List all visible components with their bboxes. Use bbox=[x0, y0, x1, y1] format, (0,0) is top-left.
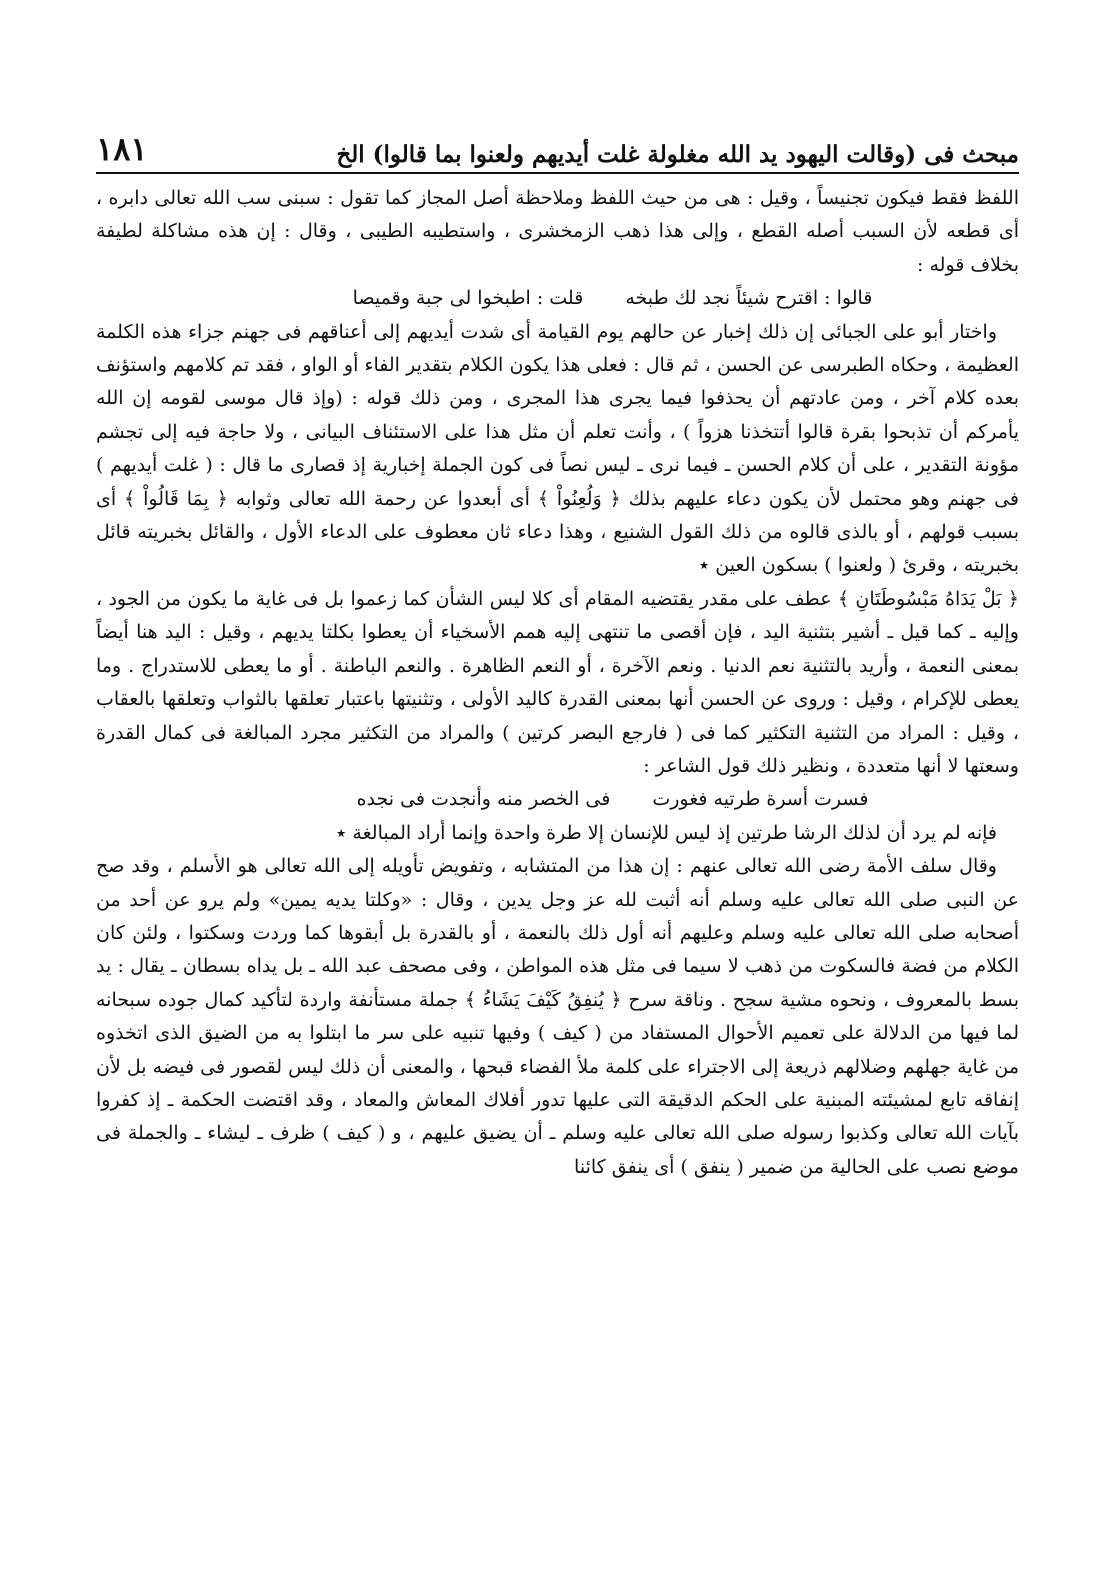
paragraph-1: اللفظ فقط فيكون تجنيساً ، وقيل : هى من حيث اللفظ وملاحظة أصل المجاز كما تقول : سبنى سب الله تعالى دابره ، أى قطعه لأن السبب أصله القطع ، وإلى هذا ذهب الزمخشرى ، واستطيبه الطيبى ، وقال : إن هذه مشاكلة لطيفة بخلاف قوله : bbox=[96, 187, 1019, 276]
verse-2-second-hemistich: فى الخصر منه وأنجدت فى نجده bbox=[356, 788, 611, 811]
verse-1-first-hemistich: قالوا : اقترح شيئاً نجد لك طبخه bbox=[625, 287, 873, 310]
page-header bbox=[96, 118, 1019, 174]
verse-1-second-hemistich: قلت : اطبخوا لى جبة وقميصا bbox=[352, 287, 584, 310]
running-title: مبحث فى (وقالت اليهود يد الله مغلولة غلت أيديهم ولعنوا بما قالوا) الخ bbox=[336, 141, 1019, 168]
verse-2-first-hemistich: فسرت أسرة طرتيه فغورت bbox=[652, 788, 869, 811]
paragraph-2: واختار أبو على الجبائى إن ذلك إخبار عن حالهم يوم القيامة أى شدت أيديهم إلى أعناقهم فى جهنم جزاء هذه الكلمة العظيمة ، وحكاه الطبرسى عن الحسن ، ثم قال : فعلى هذا يكون الكلام بتقدير الفاء أو الواو ، فقد تم كلامهم واستؤنف بعده كلام آخر ، ومن عادتهم أن يحذفوا فيما يجرى هذا المجرى ، ومن ذلك قوله : (وإذ قال موسى لقومه إن الله يأمركم أن تذبحوا بقرة قالوا أتتخذنا هزواً ) ، وأنت تعلم أن مثل هذا على الاستئناف البيانى ، ولا حاجة فيه إلى تجشم مؤونة التقدير ، على أن كلام الحسن ـ فيما نرى ـ ليس نصاً فى كون الجملة إخبارية إذ قصارى ما قال : ( غلت أيديهم ) فى جهنم وهو محتمل لأن يكون دعاء عليهم بذلك ﴿ وَلُعِنُواْ ﴾ أى أبعدوا عن رحمة الله تعالى وثوابه ﴿ بِمَا قَالُواْ ﴾ أى بسبب قولهم ، أو بالذى قالوه من ذلك القول الشنيع ، وهذا دعاء ثان معطوف على الدعاء الأول ، والقائل بخبريته قائل بخبريته ، وقرئ ( ولعنوا ) بسكون العين ٭ bbox=[96, 320, 1019, 577]
paragraph-5: وقال سلف الأمة رضى الله تعالى عنهم : إن هذا من المتشابه ، وتفويض تأويله إلى الله تعالى هو الأسلم ، وقد صح عن النبى صلى الله تعالى عليه وسلم أنه أثبت لله عز وجل يدين ، وقال : «وكلتا يديه يمين» ولم يرو عن أحد من أصحابه صلى الله تعالى عليه وسلم وعليهم أنه أول ذلك بالنعمة ، أو بالقدرة بل أبقوها كما وردت وسكتوا ، ولئن كان الكلام من فضة فالسكوت من ذهب لا سيما فى مثل هذه المواطن ، وفى مصحف عبد الله ـ بل يداه بسطان ـ يقال : يد بسط بالمعروف ، ونحوه مشية سجح . وناقة سرح ﴿ يُنفِقُ كَيْفَ يَشَاءُ ﴾ جملة مستأنفة واردة لتأكيد كمال جوده سبحانه لما فيها من الدلالة على تعميم الأحوال المستفاد من ( كيف ) وفيها تنبيه على سر ما ابتلوا به من الضيق الذى اتخذوه من غاية جهلهم وضلالهم ذريعة إلى الاجتراء على كلمة ملأ الفضاء قبحها ، والمعنى أن ذلك ليس لقصور فى فيضه بل لأن إنفاقه تابع لمشيئته المبنية على الحكم الدقيقة التى عليها تدور أفلاك المعاش والمعاد ، وقد اقتضت الحكمة ـ إذ كفروا بآيات الله تعالى وكذبوا رسوله صلى الله تعالى عليه وسلم ـ أن يضيق عليهم ، و ( كيف ) ظرف ـ ليشاء ـ والجملة فى موضع نصب على الحالية من ضمير ( ينفق ) أى ينفق كائنا bbox=[96, 855, 1019, 1178]
page-body bbox=[96, 182, 1019, 1184]
paragraph-4: فإنه لم يرد أن لذلك الرشا طرتين إذ ليس للإنسان إلا طرة واحدة وإنما أراد المبالغة ٭ bbox=[336, 821, 997, 844]
paragraph-3: ﴿ بَلْ يَدَاهُ مَبْسُوطَتَانِ ﴾ عطف على مقدر يقتضيه المقام أى كلا ليس الشأن كما زعموا بل فى غاية ما يكون من الجود ، وإليه ـ كما قيل ـ أشير بتثنية اليد ، فإن أقصى ما تنتهى إليه همم الأسخياء أن يعطوا بكلتا يديهم ، وقيل : اليد هنا أيضاً بمعنى النعمة ، وأريد بالتثنية نعم الدنيا . ونعم الآخرة ، أو النعم الظاهرة . والنعم الباطنة . أو ما يعطى للاستدراج . وما يعطى للإكرام ، وقيل : وروى عن الحسن أنها بمعنى القدرة كاليد الأولى ، وتثنيتها باعتبار تعلقها بالثواب وتعلقها بالعقاب ، وقيل : المراد من التثنية التكثير كما فى ( فارجع البصر كرتين ) والمراد من التكثير مجرد المبالغة فى كمال القدرة وسعتها لا أنها متعددة ، ونظير ذلك قول الشاعر : bbox=[96, 587, 1019, 777]
poetry-verse-2 bbox=[96, 783, 1019, 816]
page-number: ١٨١ bbox=[96, 130, 148, 168]
poetry-verse-1 bbox=[96, 282, 1019, 315]
